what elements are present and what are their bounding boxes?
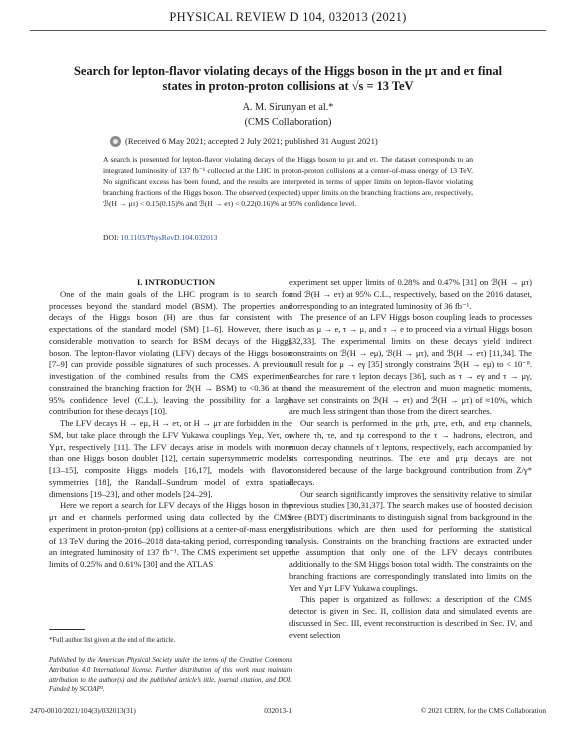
received-dates: (Received 6 May 2021; accepted 2 July 2021; published 31 August 2021): [125, 136, 378, 146]
paragraph: One of the main goals of the LHC program is to search for processes beyond the standard model (BSM). The properties and decays of the Higgs boson (H) are thus far consistent with expectations of the standard model (SM) [1–6]. However, there is considerable motivation to search for BSM decays of the Higgs boson. The lepton-flavor violating (LFV) decays of the Higgs boson [7–9] can provide possible signatures of such processes. A previous investigation of the combined results from the CMS experiment constrained the branching fraction for ℬ(H → BSM) to <0.36 at the 95% confidence level (C.L.), leaving the possibility for a large contribution for these decays [10].: [49, 288, 292, 417]
abstract: A search is presented for lepton-flavor violating decays of the Higgs boson to μτ and eτ. The dataset corresponds to an integrated luminosity of 137 fb⁻¹ collected at the LHC in proton-proton collisions at a center-of-mass energy of 13 TeV. No significant excess has been found, and the results are interpreted in terms of upper limits on lepton-flavor violating branching fractions of the Higgs boson. The observed (expected) upper limits on the branching fractions are, respectively, ℬ(H → μτ) < 0.15(0.15)% and ℬ(H → eτ) < 0.22(0.16)% at 95% confidence level.: [103, 155, 473, 209]
paragraph: Our search is performed in the μτh, μτe, eτh, and eτμ channels, where τh, τe, and τμ correspond to the τ → hadrons, electron, and muon decay channels of τ leptons, respectively, each accompanied by its corresponding neutrinos. The eτe and μτμ decays are not considered because of the large background contribution from Z/γ* decays.: [289, 418, 532, 487]
section-heading: I. INTRODUCTION: [136, 277, 216, 287]
paragraph: Here we report a search for LFV decays of the Higgs boson in the μτ and eτ channels performed using data collected by the CMS experiment in proton-proton (pp) collisions at a center-of-mass energy of 13 TeV during the 2016–2018 data-taking period, corresponding to an integrated luminosity of 137 fb⁻¹. The CMS experiment set upper limits of 0.25% and 0.61% [30] and the ATLAS: [49, 500, 292, 569]
footnote-divider: [49, 629, 85, 630]
right-column: [289, 277, 532, 641]
license-note: Published by the American Physical Society under the terms of the Creative Commons Attribution 4.0 International license. Further distribution of this work must maintain attribution to the author(s) and the published article’s title, journal citation, and DOI. Funded by SCOAP³.: [49, 657, 292, 694]
footer-page-number: 032013-1: [264, 706, 293, 715]
doi-link[interactable]: 10.1103/PhysRevD.104.032013: [120, 233, 218, 242]
paragraph: Our search significantly improves the sensitivity relative to similar previous studies [30,31,37]. The search makes use of boosted decision tree (BDT) discriminants to distinguish signal from background in the distributions which are then used for performing the statistical analysis. Constraints on the branching fractions are extracted under the assumption that only one of the LFV decays contributes additionally to the SM Higgs boson total width. The constraints on the branching fractions are correspondingly translated into limits on the Yeτ and Yμτ LFV Yukawa couplings.: [289, 488, 532, 593]
paragraph: The presence of an LFV Higgs boson coupling leads to processes such as μ → e, τ → μ, and τ → e to proceed via a virtual Higgs boson [32,33]. The experimental limits on these decays yield indirect constraints on ℬ(H → eμ), ℬ(H → μτ), and ℬ(H → eτ) [11,34]. The null result for μ → eγ [35] strongly constrains ℬ(H → eμ) to < 10⁻⁸. Searches for rare τ lepton decays [36], such as τ → eγ and τ → μγ, and the measurement of the electron and muon magnetic moments, have set constraints on ℬ(H → eτ) and ℬ(H → μτ) of ≈10%, which are much less stringent than those from the direct searches.: [289, 312, 532, 417]
paragraph: The LFV decays H → eμ, H → eτ, or H → μτ are forbidden in the SM, but take place through the LFV Yukawa couplings Yeμ, Yeτ, or Yμτ, respectively [11]. The LFV decays arise in models with more than one Higgs boson doublet [12], certain supersymmetric models [13–15], composite Higgs models [16,17], models with flavor symmetries [18], the Randall–Sundrum model of extra spatial dimensions [19–23], and other models [24–29].: [49, 418, 292, 499]
journal-header: PHYSICAL REVIEW D 104, 032013 (2021): [169, 10, 407, 24]
collaboration-name: (CMS Collaboration): [244, 117, 332, 128]
paragraph: This paper is organized as follows: a description of the CMS detector is given in Sec. II, collision data and simulated events are discussed in Sec. III, event reconstruction is described in Sec. IV, and event selection: [289, 594, 532, 640]
footer-copyright: © 2021 CERN, for the CMS Collaboration: [420, 706, 546, 715]
author-list: A. M. Sirunyan et al.*: [242, 102, 334, 113]
running-header: [30, 6, 546, 31]
author-footnote: *Full author list given at the end of the article.: [49, 637, 176, 644]
doi-label: DOI:: [103, 233, 119, 242]
received-line: [110, 135, 490, 147]
footer-issn: 2470-0010/2021/104(3)/032013(31): [30, 706, 136, 715]
crossmark-icon[interactable]: [110, 136, 121, 147]
doi-line: [103, 232, 217, 243]
paragraph: experiment set upper limits of 0.28% and 0.47% [31] on ℬ(H → μτ) and ℬ(H → eτ) at 95% C.L., respectively, based on the 2016 dataset, corresponding to an integrated luminosity of 36 fb⁻¹.: [289, 277, 532, 311]
page-footer: [30, 706, 546, 718]
paper-title: Search for lepton-flavor violating decays of the Higgs boson in the μτ and eτ final states in proton-proton collisions at √s = 13 TeV: [73, 64, 503, 93]
left-column: [49, 277, 292, 571]
